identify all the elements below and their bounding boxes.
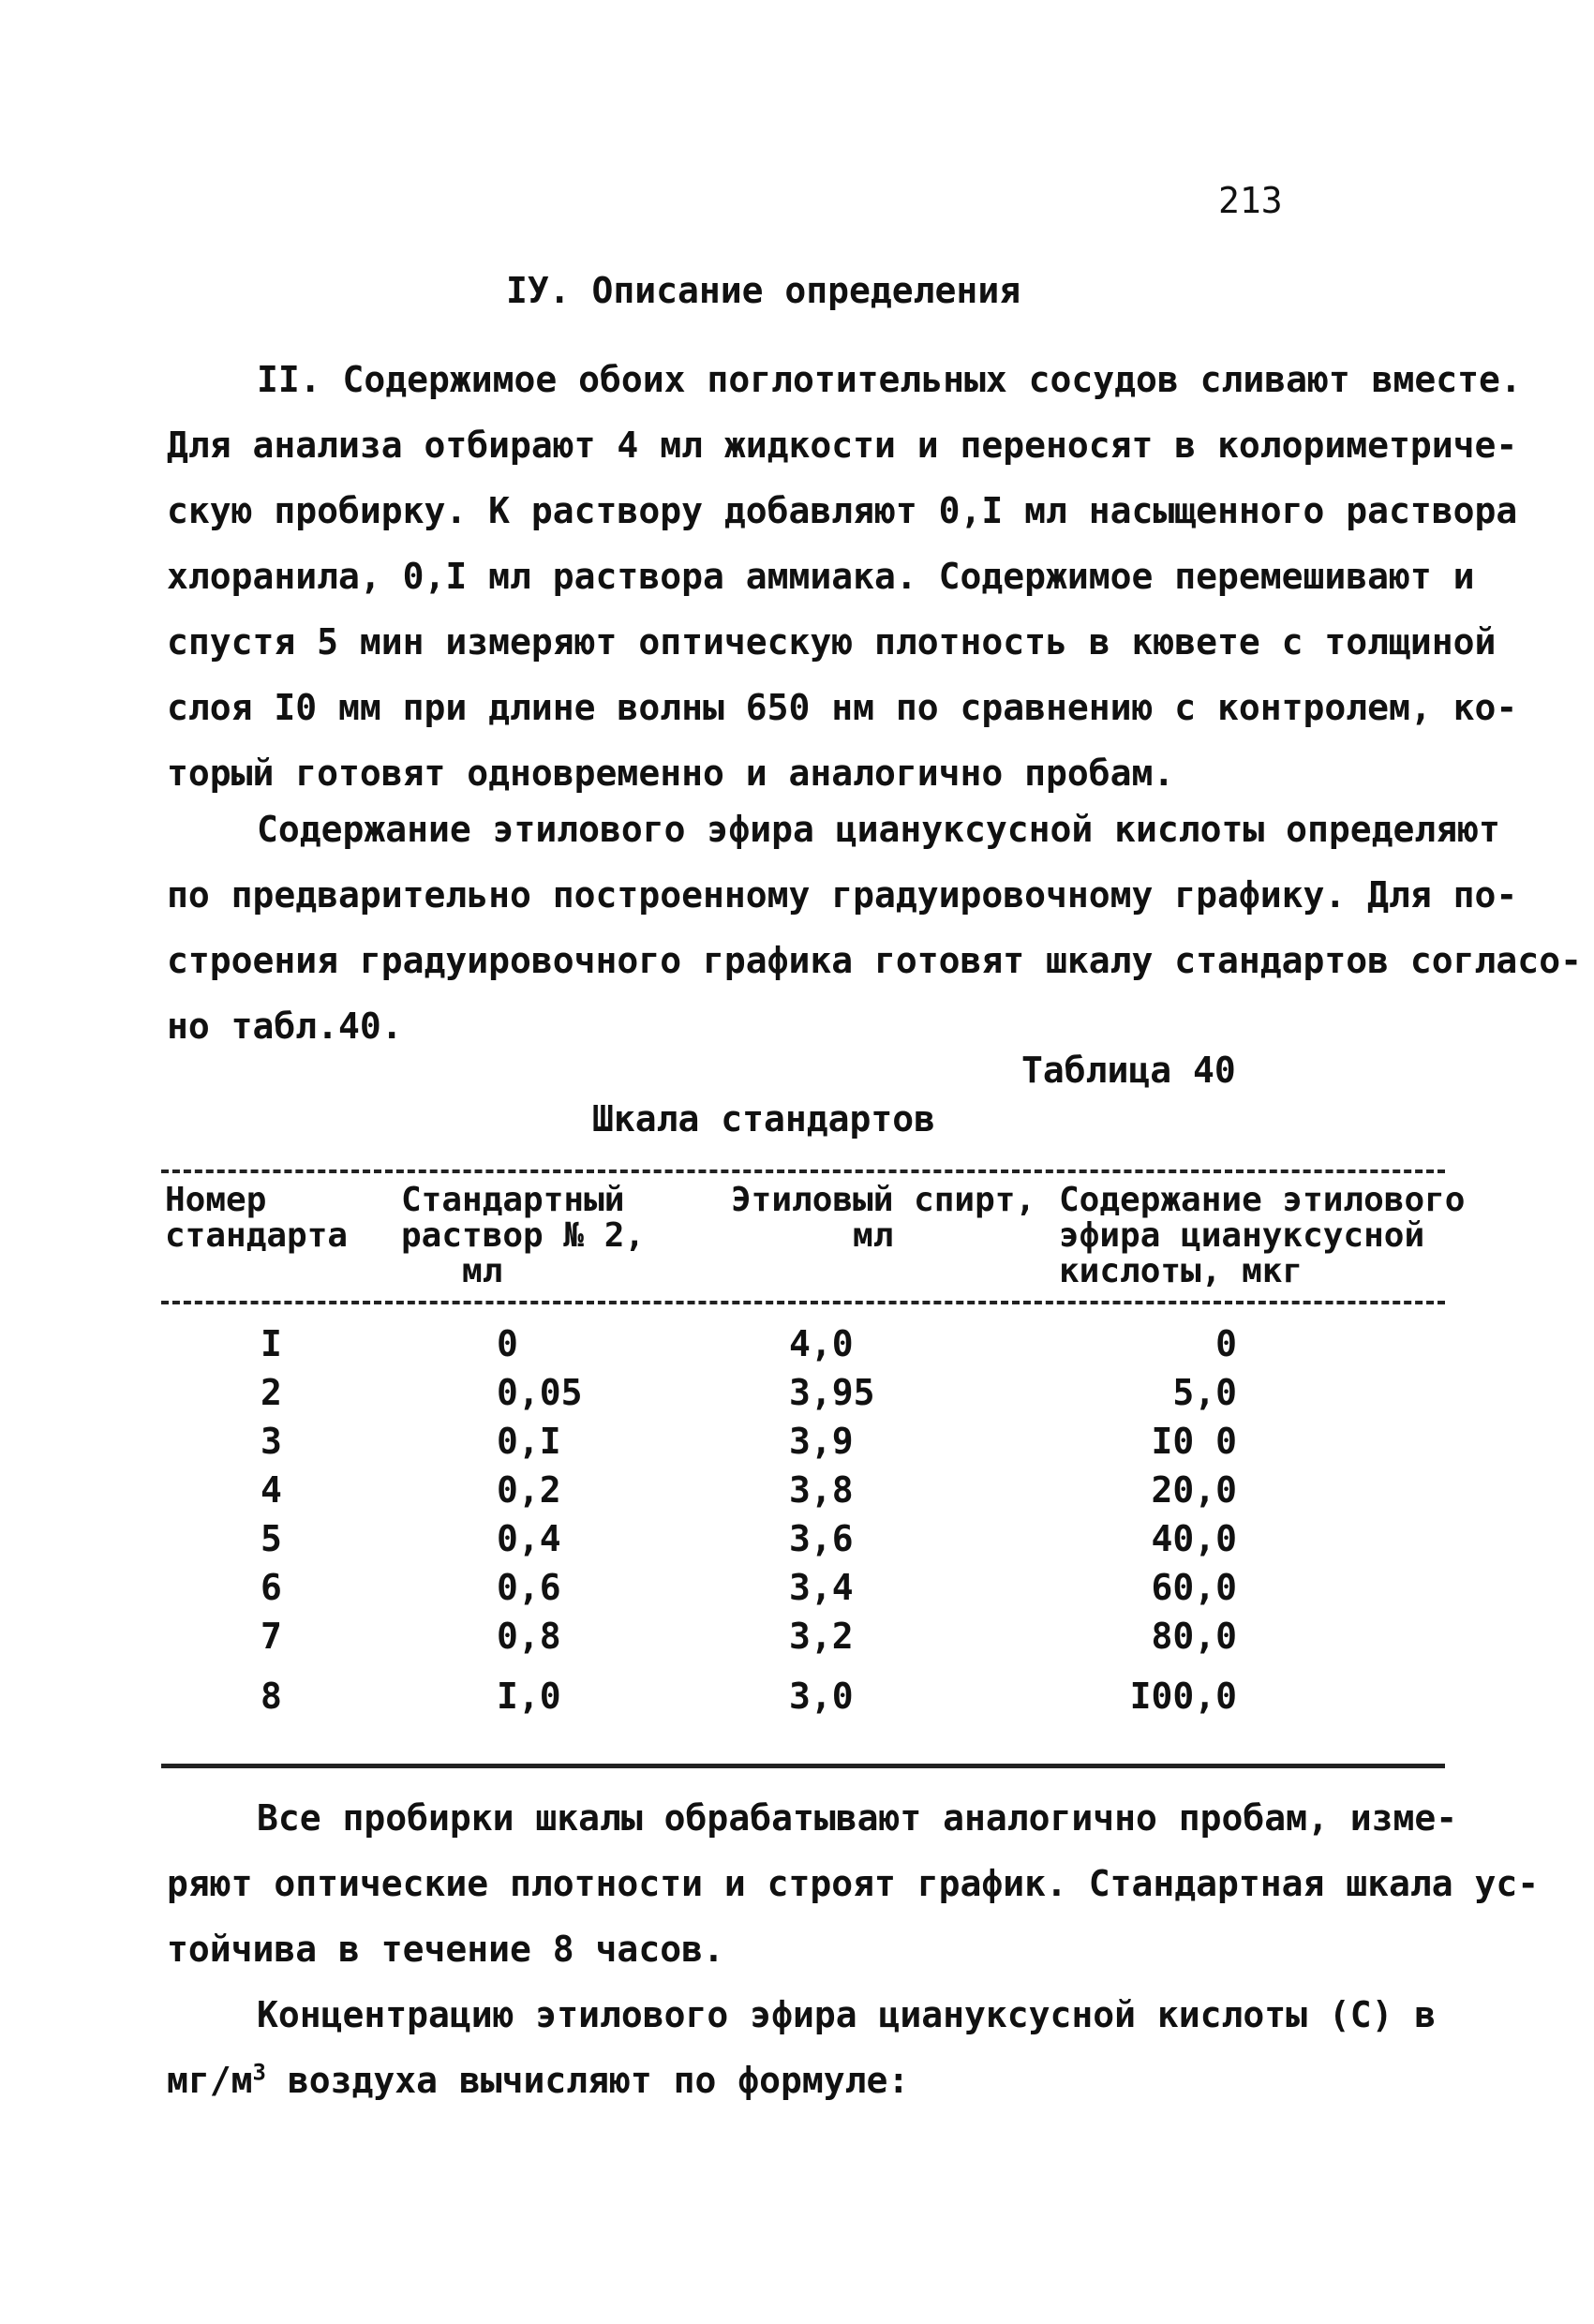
column-header-ethanol: [731, 1183, 1035, 1254]
cell-standard-number: 8: [261, 1676, 282, 1717]
header-line: Содержание этилового: [1059, 1181, 1466, 1219]
paragraph-line: тойчива в течение 8 часов.: [167, 1929, 724, 1970]
cell-standard-number: I: [261, 1323, 282, 1364]
cell-content: 5,0: [1172, 1372, 1237, 1413]
cell-standard-solution: 0,8: [497, 1616, 561, 1657]
paragraph-line: по предварительно построенному градуировочному графику. Для по-: [167, 874, 1518, 916]
header-line: кислоты, мкг: [1059, 1252, 1304, 1290]
header-line: Номер: [165, 1181, 267, 1219]
cell-standard-solution: 0,4: [497, 1518, 561, 1559]
column-header-standard-solution: [401, 1183, 645, 1289]
paragraph-analysis: [167, 347, 1522, 806]
cell-standard-number: 7: [261, 1616, 282, 1657]
cell-ethanol: 3,4: [789, 1567, 854, 1608]
table-row: [0, 1372, 1594, 1421]
header-line: Стандартный: [401, 1181, 625, 1219]
cell-standard-solution: 0,05: [497, 1372, 583, 1413]
header-line: мл: [401, 1252, 503, 1290]
table-title: Шкала стандартов: [592, 1098, 936, 1140]
table-row: [0, 1421, 1594, 1469]
cell-ethanol: 3,95: [789, 1372, 875, 1413]
cell-ethanol: 3,9: [789, 1421, 854, 1462]
table-row: [0, 1567, 1594, 1616]
paragraph-calibration: [167, 797, 1582, 1059]
cell-standard-number: 3: [261, 1421, 282, 1462]
paragraph-line: но табл.40.: [167, 1006, 403, 1047]
paragraph-line: скую пробирку. К раствору добавляют 0,I мл насыщенного раствора: [167, 490, 1518, 531]
table-row: [0, 1469, 1594, 1518]
header-line: Этиловый спирт,: [731, 1181, 1036, 1219]
cell-content: 20,0: [1151, 1469, 1237, 1511]
section-heading: IУ. Описание определения: [506, 270, 1021, 311]
cell-standard-solution: I,0: [497, 1676, 561, 1717]
cell-content: 80,0: [1151, 1616, 1237, 1657]
cell-content: 60,0: [1151, 1567, 1237, 1608]
table-row: [0, 1518, 1594, 1567]
cell-content: I0 0: [1151, 1421, 1237, 1462]
cell-ethanol: 3,8: [789, 1469, 854, 1511]
cell-standard-number: 2: [261, 1372, 282, 1413]
cell-standard-solution: 0,I: [497, 1421, 561, 1462]
column-header-content: [1059, 1183, 1465, 1289]
paragraph-line: слоя I0 мм при длине волны 650 нм по сравнению с контролем, ко-: [167, 687, 1518, 728]
header-line: раствор № 2,: [401, 1216, 646, 1255]
paragraph-line: Концентрацию этилового эфира циануксусной кислоты (С) в: [257, 1994, 1437, 2035]
page-number: 213: [1218, 180, 1283, 221]
table-header-rule: [161, 1301, 1445, 1304]
cell-content: 40,0: [1151, 1518, 1237, 1559]
table-bottom-rule: [161, 1764, 1445, 1768]
paragraph-line: Для анализа отбирают 4 мл жидкости и переносят в колориметриче-: [167, 425, 1518, 466]
header-line: эфира циануксусной: [1059, 1216, 1425, 1255]
cell-standard-solution: 0: [497, 1323, 518, 1364]
cell-standard-solution: 0,6: [497, 1567, 561, 1608]
table-top-rule: [161, 1169, 1445, 1173]
paragraph-line: Содержание этилового эфира циануксусной кислоты определяют: [257, 809, 1500, 850]
paragraph-line: Все пробирки шкалы обрабатывают аналогично пробам, изме-: [257, 1797, 1458, 1839]
header-line: стандарта: [165, 1216, 349, 1255]
header-line: мл: [731, 1216, 894, 1255]
paragraph-scale: [167, 1785, 1540, 1982]
column-header-number: [165, 1183, 348, 1254]
formula-intro: воздуха вычисляют по формуле:: [265, 2060, 910, 2101]
cell-standard-number: 5: [261, 1518, 282, 1559]
cell-standard-number: 6: [261, 1567, 282, 1608]
table-number: Таблица 40: [1021, 1050, 1236, 1091]
cell-content: 0: [1215, 1323, 1237, 1364]
cell-ethanol: 3,2: [789, 1616, 854, 1657]
cell-content: I00,0: [1129, 1676, 1237, 1717]
paragraph-line: II. Содержимое обоих поглотительных сосудов сливают вместе.: [257, 359, 1522, 400]
paragraph-concentration: [167, 1982, 1441, 2113]
unit-superscript: 3: [252, 2059, 266, 2086]
table-row: [0, 1616, 1594, 1664]
paragraph-line: хлоранила, 0,I мл раствора аммиака. Содержимое перемешивают и: [167, 556, 1475, 597]
cell-ethanol: 3,6: [789, 1518, 854, 1559]
cell-standard-number: 4: [261, 1469, 282, 1511]
paragraph-line: строения градуировочного графика готовят шкалу стандартов согласо-: [167, 940, 1582, 981]
cell-standard-solution: 0,2: [497, 1469, 561, 1511]
unit-text: мг/м: [167, 2060, 253, 2101]
cell-ethanol: 3,0: [789, 1676, 854, 1717]
paragraph-line: ряют оптические плотности и строят график. Стандартная шкала ус-: [167, 1863, 1540, 1904]
paragraph-line: торый готовят одновременно и аналогично пробам.: [167, 752, 1175, 794]
table-row: [0, 1676, 1594, 1724]
table-row: [0, 1323, 1594, 1372]
paragraph-line: [167, 2048, 1441, 2113]
cell-ethanol: 4,0: [789, 1323, 854, 1364]
paragraph-line: спустя 5 мин измеряют оптическую плотность в кювете с толщиной: [167, 621, 1497, 663]
